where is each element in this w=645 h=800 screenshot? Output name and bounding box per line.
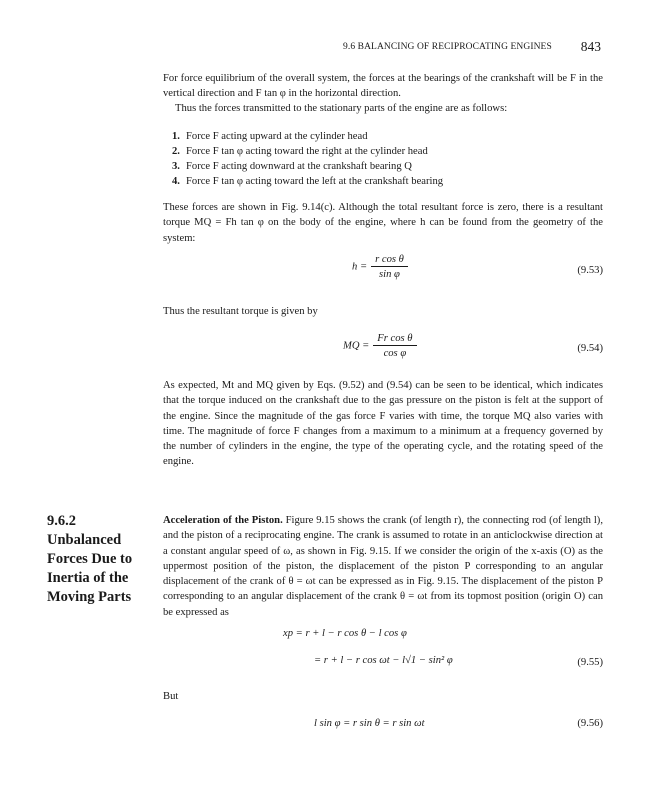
equation-label: (9.53): [577, 265, 603, 276]
paragraph-equilibrium: For force equilibrium of the overall system, the forces at the bearings of the crankshaft will be F in the vertical direction and F tan φ in the horizontal direction.: [163, 73, 603, 100]
list-item-number: 2.: [172, 146, 180, 157]
equation-9-56: l sin φ = r sin θ = r sin ωt: [314, 718, 425, 729]
paragraph-piston-acceleration: [163, 513, 603, 620]
equation-lhs: h =: [352, 261, 368, 273]
paragraph-transmitted: Thus the forces transmitted to the stationary parts of the engine are as follows:: [175, 103, 508, 114]
running-head: [343, 39, 601, 54]
list-item-number: 4.: [172, 176, 180, 187]
list-item-text: Force F acting upward at the cylinder head: [186, 131, 368, 142]
running-head-section: 9.6 BALANCING OF RECIPROCATING ENGINES: [343, 42, 552, 52]
list-item-text: Force F tan φ acting toward the right at the cylinder head: [186, 146, 428, 157]
page-number: 843: [580, 39, 601, 54]
run-in-heading: Acceleration of the Piston.: [163, 515, 283, 526]
equation-denominator: sin φ: [379, 269, 400, 280]
equation-numerator: r cos θ: [371, 254, 408, 267]
list-item: [172, 129, 368, 144]
list-item-number: 1.: [172, 131, 180, 142]
list-item-text: Force F tan φ acting toward the left at the crankshaft bearing: [186, 176, 444, 187]
list-item: [172, 174, 443, 189]
equation-9-55-line-1: xp = r + l − r cos θ − l cos φ: [283, 628, 407, 639]
list-item: [172, 159, 412, 174]
equation-label: (9.56): [577, 718, 603, 729]
paragraph-but: But: [163, 691, 179, 702]
list-item-number: 3.: [172, 161, 180, 172]
equation-lhs: MQ =: [343, 340, 370, 352]
equation-9-55-line-2: = r + l − r cos ωt − l√1 − sin² φ: [314, 655, 453, 666]
equation-denominator: cos φ: [383, 348, 407, 359]
paragraph-forces-shown: These forces are shown in Fig. 9.14(c). Although the total resultant force is zero, there is a resultant torque MQ = Fh tan φ on the body of the engine, where h can be found from the geometry of the system:: [163, 202, 603, 244]
equation-9-53: [352, 254, 408, 280]
section-number: 9.6.2: [47, 513, 76, 529]
list-item: [172, 144, 428, 159]
section-title: Unbalanced Forces Due to Inertia of the Moving Parts: [47, 532, 133, 605]
paragraph-as-expected: As expected, Mt and MQ given by Eqs. (9.52) and (9.54) can be seen to be identical, which indicates that the torque induced on the crankshaft due to the gas pressure on the piston is felt at the support of the engine. Since the magnitude of the gas force F varies with time, the torque MQ also varies with time. The magnitude of force F changes from a maximum to a minimum at a frequency governed by the number of cylinders in the engine, the type of the operating cycle, and the rotating speed of the engine.: [163, 380, 603, 468]
paragraph-resultant-torque: Thus the resultant torque is given by: [163, 306, 318, 317]
list-item-text: Force F acting downward at the crankshaft bearing Q: [186, 161, 412, 172]
equation-label: (9.55): [577, 657, 603, 668]
section-text: Figure 9.15 shows the crank (of length r), the connecting rod (of length l), and the piston of a reciprocating engine. The crank is assumed to rotate in an anticlockwise direction at a constant angular speed of ω, as shown in Fig. 9.15. If we consider the origin of the x-axis (O) as the uppermost position of the piston, the displacement of the piston P corresponding to an angular displacement of the crank of θ = ωt can be expressed as in Fig. 9.15. The displacement of the piston P corresponding to an angular displacement of the crank θ = ωt from its topmost position (origin O) can be expressed as: [163, 515, 603, 618]
equation-numerator: Fr cos θ: [373, 333, 416, 346]
equation-9-54: [343, 333, 417, 359]
section-sidebar: [47, 512, 159, 607]
equation-label: (9.54): [577, 343, 603, 354]
